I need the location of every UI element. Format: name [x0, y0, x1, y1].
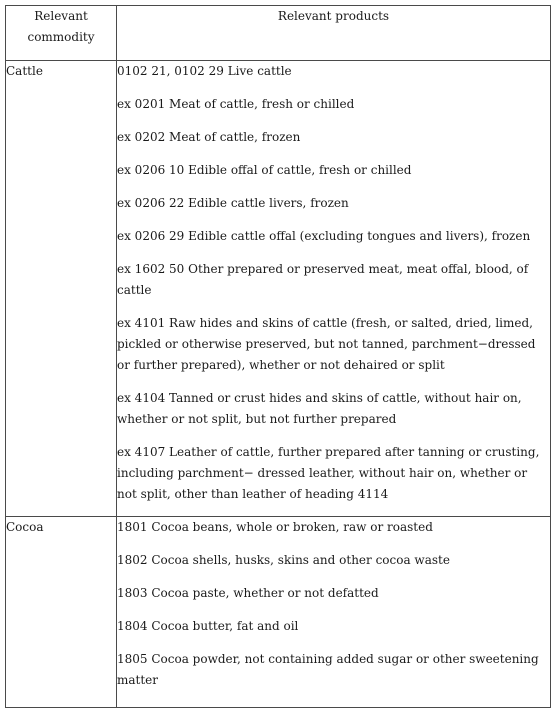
- product-item: ex 4101 Raw hides and skins of cattle (fresh, or salted, dried, limed, pickled or otherwise preserved, but not tanned, parchment−dressed or further prepared), whether or not dehaired or split: [117, 316, 536, 372]
- product-item: 0102 21, 0102 29 Live cattle: [117, 64, 292, 78]
- products-cell: [117, 517, 551, 708]
- table-row-cattle: [6, 61, 551, 517]
- product-item: ex 0206 10 Edible offal of cattle, fresh or chilled: [117, 163, 412, 177]
- product-item: 1803 Cocoa paste, whether or not defatted: [117, 586, 379, 600]
- relevant-products-table: [5, 5, 551, 708]
- product-item: ex 1602 50 Other prepared or preserved meat, meat offal, blood, of cattle: [117, 262, 529, 297]
- commodity-cell: Cocoa: [6, 517, 117, 708]
- product-item: 1802 Cocoa shells, husks, skins and other cocoa waste: [117, 553, 450, 567]
- commodity-cell: Cattle: [6, 61, 117, 517]
- header-commodity-line2: commodity: [27, 30, 95, 44]
- product-item: 1804 Cocoa butter, fat and oil: [117, 619, 299, 633]
- products-cell: [117, 61, 551, 517]
- header-commodity-line1: Relevant: [34, 9, 88, 23]
- product-item: ex 0201 Meat of cattle, fresh or chilled: [117, 97, 355, 111]
- product-item: ex 4104 Tanned or crust hides and skins of cattle, without hair on, whether or not split, but not further prepared: [117, 391, 522, 426]
- product-item: 1805 Cocoa powder, not containing added sugar or other sweetening matter: [117, 652, 539, 687]
- product-item: ex 0202 Meat of cattle, frozen: [117, 130, 301, 144]
- product-item: ex 0206 29 Edible cattle offal (excluding tongues and livers), frozen: [117, 229, 531, 243]
- product-item: 1801 Cocoa beans, whole or broken, raw or roasted: [117, 520, 433, 534]
- product-item: ex 0206 22 Edible cattle livers, frozen: [117, 196, 349, 210]
- header-products: Relevant products: [117, 6, 551, 61]
- product-item: ex 4107 Leather of cattle, further prepared after tanning or crusting, including parchment− dressed leather, without hair on, whether or not split, other than leather of heading 4114: [117, 445, 540, 501]
- table-row-cocoa: [6, 517, 551, 708]
- table-header-row: [6, 6, 551, 61]
- header-commodity: [6, 6, 117, 61]
